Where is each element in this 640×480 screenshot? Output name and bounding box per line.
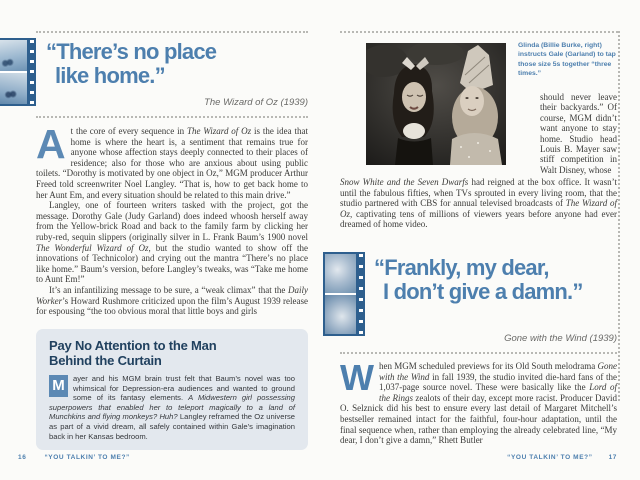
quote-heading-oz	[46, 40, 216, 88]
filmstrip-sprockets	[27, 38, 36, 106]
filmstrip-frames	[0, 38, 27, 106]
gwtw-article	[340, 357, 617, 446]
paragraph: Langley, one of fourteen writers tasked with the project, got the message. Dorothy Gale (Judy Garland) does indeed whoosh herself away from the Yellow-brick Road and back to the family farm by clicking her ruby-red, sequin slippers (originally silver in L. Frank Baum’s 1900 novel The Wonderful Wizard of Oz, but the studio wanted to show off the innovations of Technicolor) and crying out the mantra “There’s no place like home.” Baum’s version, before Langley’s tweaks, was “Take me home to Aunt Em!”	[36, 200, 308, 285]
film-frame-oz-1	[0, 40, 27, 71]
filmstrip-icon	[0, 38, 36, 106]
photo-illustration	[366, 43, 506, 165]
sidebar-title	[49, 339, 295, 368]
filmstrip-icon	[323, 252, 365, 336]
film-frame-oz-2	[0, 73, 27, 104]
top-rule	[340, 31, 618, 33]
quote-heading-gwtw	[374, 256, 583, 304]
photo-caption: Glinda (Billie Burke, right) instructs Gale (Garland) to tap those size 5s together “three times.”	[518, 42, 616, 78]
film-frame-gwtw-2	[325, 295, 356, 334]
sidebar-title-line-1: Pay No Attention to the Man	[49, 338, 217, 353]
heading-rule	[340, 352, 617, 354]
quote-attribution-oz: The Wizard of Oz (1939)	[204, 97, 308, 108]
dropcap-a: A	[36, 121, 66, 167]
running-title: “YOU TALKIN’ TO ME?”	[44, 454, 130, 461]
quote-line-1: “Frankly, my dear,	[374, 255, 549, 280]
footer-right	[340, 454, 617, 461]
paragraph: It’s an infantilizing message to be sure, a “weak climax” that the Daily Worker’s Howard Rushmore criticized upon the film’s August 1939 release for espousing “the too obvious moral that little boys and girls	[36, 284, 308, 317]
running-title: “YOU TALKIN’ TO ME?”	[507, 454, 593, 461]
edge-rule	[618, 31, 620, 401]
dropcap-w: W	[340, 357, 374, 398]
top-rule	[36, 31, 308, 33]
filmstrip-frames	[323, 252, 356, 336]
sidebar-body: M ayer and his MGM brain trust felt that Baum’s novel was too whimsical for Depression-era audiences and wanted to ground some of its fantasy elements. A Midwestern girl possessing superpowers that enabled her to teleport magically to a land of Munchkins and flying monkeys? Huh? Langley reframed the Oz universe as part of a vivid dream, all safely contained within Gale’s imagination back in her Kansas bedroom.	[49, 374, 296, 441]
film-frame-gwtw-1	[325, 254, 356, 293]
filmstrip-sprockets	[356, 252, 365, 336]
page-number-left: 16	[18, 454, 27, 461]
heading-rule	[36, 116, 308, 118]
quote-line-2: I don’t give a damn.”	[383, 279, 583, 305]
sidebar-box	[36, 329, 308, 450]
dropcap-m: M	[49, 375, 68, 397]
quote-line-2: like home.”	[55, 63, 165, 89]
paragraph: When MGM scheduled previews for its Old South melodrama Gone with the Wind in fall 1939, the studio invited die-hard fans of the 1,037-page source novel. These were basically like the Lord of the Rings zealots of their day, except more racist. Producer David O. Selznick did his best to ensure every last detail of Margaret Mitchell’s bestseller remained intact for the faithful, four-hour adaptation, until the final sequence when, rather than employing the already celebrated line, “My dear, I don’t give a damn,” Rhett Butler	[340, 357, 617, 446]
right-page	[330, 0, 640, 480]
paragraph: At the core of every sequence in The Wizard of Oz is the idea that home is where the heart is, a sentiment that remains true for anyone whose affection stays deeply connected to their places of residence; also for those who are anxious about using public toilets. “Dorothy is motivated by one object in Oz,” MGM producer Arthur Freed told screenwriter Noel Langley. “That is, how to get back home to her Aunt Em, and every situation should be related to this main drive.”	[36, 121, 309, 200]
page-number-right: 17	[608, 454, 617, 461]
wrap-full-text: Snow White and the Seven Dwarfs had reigned at the box office. It wasn’t until the fabulous fifties, when TVs sprouted in every living room, that the studio partnered with CBS for annual televised broadcasts of The Wizard of Oz, captivating tens of millions of viewers years before anyone had ever dreamed of home video.	[340, 177, 618, 230]
footer-left	[18, 454, 130, 461]
sidebar-title-line-2: Behind the Curtain	[49, 352, 162, 368]
quote-attribution-gwtw: Gone with the Wind (1939)	[504, 333, 617, 344]
wrap-column-text: should never leave their backyards.” Of course, MGM didn’t want anyone to stay home. Studio head Louis B. Mayer saw stiff competition in Walt Disney, whose	[540, 92, 617, 175]
wizard-of-oz-photo	[366, 43, 506, 165]
oz-article	[36, 121, 309, 317]
quote-line-1: “There’s no place	[46, 39, 217, 64]
